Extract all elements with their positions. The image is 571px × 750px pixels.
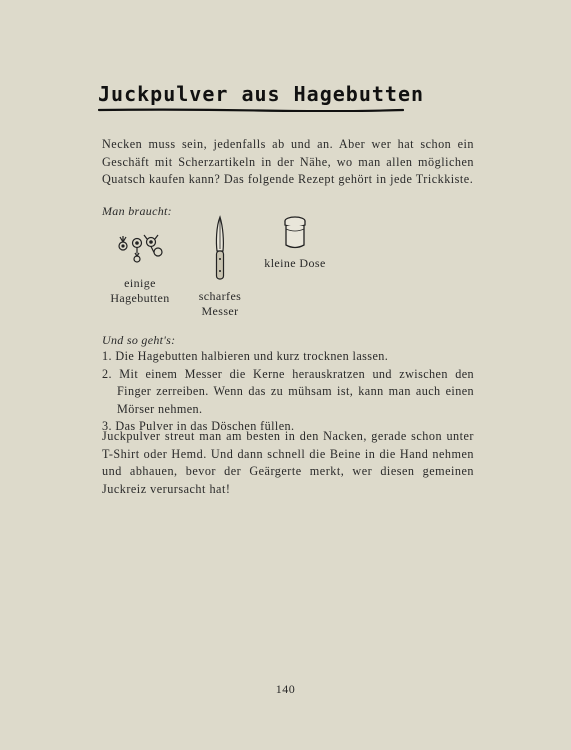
page-number: 140 [275,682,296,696]
rosehip-icon [111,232,169,268]
step-item: 2. Mit einem Messer die Kerne herauskratzen und zwischen den Finger zerreiben. Wenn das zu mühsam ist, kann man auch einen Mörser nehmen. [102,366,474,416]
tool-label-line2: Hagebutten [110,291,170,305]
closing-paragraph: Juckpulver streut man am besten in den Nacken, gerade schon unter T-Shirt oder Hemd. Und dann schnell die Beine in die Hand nehmen und abhauen, bevor der Geärgerte merkt, wer diesen gemeinen Juckreiz verursacht hat! [102,429,474,496]
tool-rosehips [100,232,180,306]
steps-list [102,348,474,436]
jar-icon [282,215,308,251]
step-item: 3. Das Pulver in das Döschen füllen. [102,419,295,433]
needs-heading: Man braucht: [102,204,172,218]
tool-label-line2: Messer [201,304,239,318]
knife-icon [210,215,230,283]
page-title: Juckpulver aus Hagebutten [98,82,425,106]
intro-paragraph: Necken muss sein, jedenfalls ab und an. Aber wer hat schon ein Geschäft mit Scherzartikeln in der Nähe, wo man allen möglichen Quatsch kaufen kann? Das folgende Rezept gehört in jede Trickkiste. [102,137,474,186]
tool-jar [258,215,332,271]
step-item: 1. Die Hagebutten halbieren und kurz trocknen lassen. [102,349,389,363]
tool-knife [190,215,250,319]
tool-label-line1: einige [124,276,156,290]
tool-label-line1: kleine Dose [264,256,326,270]
tool-label-line1: scharfes [198,289,242,303]
title-underline [98,108,404,112]
howto-heading: Und so geht's: [102,333,176,347]
